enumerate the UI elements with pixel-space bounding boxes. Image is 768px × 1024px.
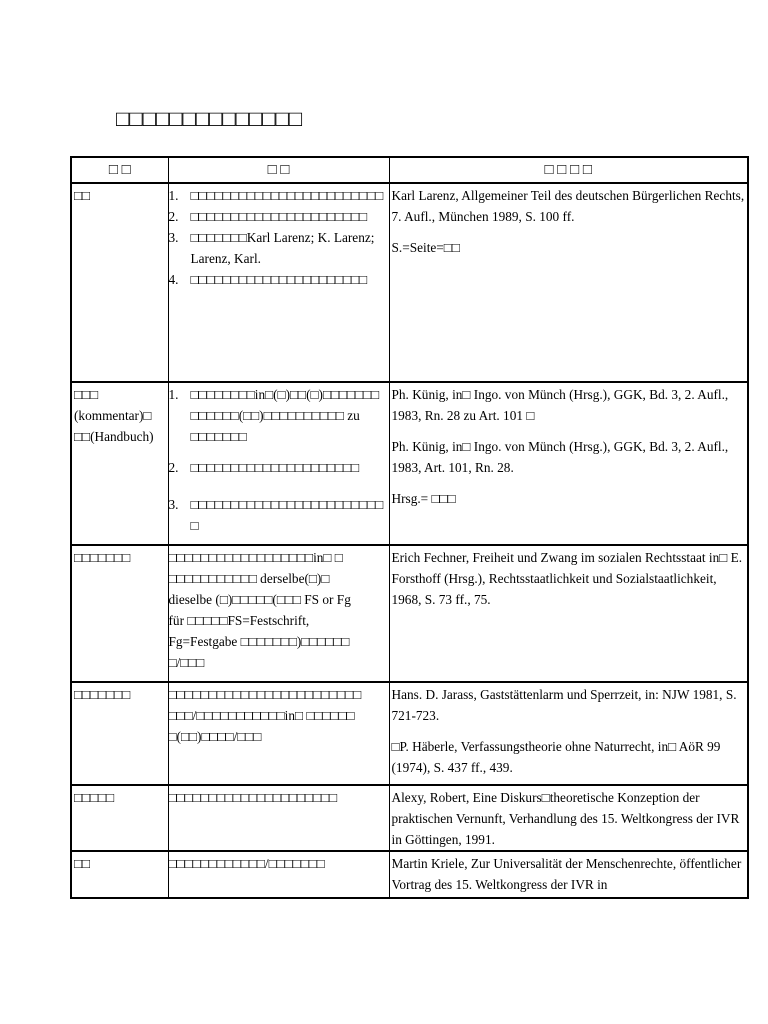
list-item: 3. □□□□□□□□□□□□□□□□□□□□□□□□□ [168, 497, 384, 533]
table-row [71, 785, 748, 851]
example-text: Ph. Künig, in□ Ingo. von Münch (Hrsg.), GGK, Bd. 3, 2. Aufl., 1983, Art. 101, Rn. 28. [391, 439, 729, 475]
row-rules-cell [168, 545, 389, 682]
rule-line: □(□□)□□□□/□□□ [168, 729, 262, 744]
row-type-cell [71, 382, 168, 545]
table-row [71, 382, 748, 545]
list-item: 1. □□□□□□□□□□□□□□□□□□□□□□□□ [168, 188, 384, 203]
citation-format-table [70, 156, 749, 899]
row-examples-cell [389, 545, 748, 682]
table-row [71, 183, 748, 382]
row-type: □□□□□□□ [74, 550, 131, 565]
rule-line: für □□□□□FS=Festschrift, [168, 613, 310, 628]
example-text: S.=Seite=□□ [391, 240, 460, 255]
rule-line: □/□□□ [168, 655, 205, 670]
header-type: □ □ [71, 157, 168, 183]
row-type: □□□□□□□ [74, 687, 131, 702]
rules-list [169, 185, 387, 290]
row-type-cell [71, 851, 168, 898]
row-type: □□□ [74, 387, 99, 402]
row-type: □□ [74, 856, 91, 871]
row-type: □□□□□ [74, 790, 115, 805]
row-examples-cell [389, 183, 748, 382]
table-header-row [71, 157, 748, 183]
document-title: □□□□□□□□□□□□□□ [116, 106, 303, 131]
row-type-cell [71, 682, 168, 785]
list-item: 1. □□□□□□□□in□(□)□□(□)□□□□□□□□□□□□□(□□)□□□□□□□□□□ zu □□□□□□□ [168, 387, 380, 444]
row-rules-cell [168, 682, 389, 785]
row-examples-cell [389, 382, 748, 545]
table-row [71, 682, 748, 785]
example-text: Hrsg.= □□□ [391, 491, 456, 506]
row-rules-cell [168, 183, 389, 382]
row-type: □□(Handbuch) [74, 429, 154, 444]
row-type-cell [71, 545, 168, 682]
example-text: Hans. D. Jarass, Gaststättenlarm und Sperrzeit, in: NJW 1981, S. 721-723. [391, 687, 737, 723]
rule-line: dieselbe (□)□□□□□(□□□ FS or Fg [168, 592, 351, 607]
table-row [71, 851, 748, 898]
row-type-cell [71, 785, 168, 851]
header-examples: □ □ □ □ [389, 157, 748, 183]
list-item: 2. □□□□□□□□□□□□□□□□□□□□□ [168, 460, 360, 475]
rule-line: □□□□□□□□□□□□□□□□□□□□□ [168, 790, 338, 805]
list-item: 2. □□□□□□□□□□□□□□□□□□□□□□ [168, 209, 368, 224]
example-text: □P. Häberle, Verfassungstheorie ohne Naturrecht, in□ AöR 99 (1974), S. 437 ff., 439. [391, 739, 721, 775]
rule-line: □□□□□□□□□□□□□□□□□□in□ □ [168, 550, 343, 565]
row-rules-cell [168, 382, 389, 545]
rules-list [169, 384, 387, 536]
list-item: 3. □□□□□□□Karl Larenz; K. Larenz; Larenz, Karl. [168, 230, 375, 266]
row-rules-cell [168, 851, 389, 898]
list-item: 4. □□□□□□□□□□□□□□□□□□□□□□ [168, 272, 368, 287]
rule-line: □□□□□□□□□□□ derselbe(□)□ [168, 571, 330, 586]
row-type-cell [71, 183, 168, 382]
rule-line: □□□□□□□□□□□□□□□□□□□□□□□□ [168, 687, 362, 702]
example-text: Ph. Künig, in□ Ingo. von Münch (Hrsg.), GGK, Bd. 3, 2. Aufl., 1983, Rn. 28 zu Art. 101 □ [391, 387, 729, 423]
row-examples-cell [389, 785, 748, 851]
example-text: Martin Kriele, Zur Universalität der Menschenrechte, öffentlicher Vortrag des 15. Weltkongress der IVR in [391, 856, 742, 892]
header-rules: □ □ [168, 157, 389, 183]
rule-line: □□□□□□□□□□□□/□□□□□□□ [168, 856, 325, 871]
row-type: (kommentar)□ [74, 408, 152, 423]
table-row [71, 545, 748, 682]
row-examples-cell [389, 851, 748, 898]
example-text: Erich Fechner, Freiheit und Zwang im sozialen Rechtsstaat in□ E. Forsthoff (Hrsg.), Rechtsstaatlichkeit und Sozialstaatlichkeit, 1968, S. 73 ff., 75. [391, 550, 743, 607]
row-examples-cell [389, 682, 748, 785]
rule-line: Fg=Festgabe □□□□□□□)□□□□□□ [168, 634, 350, 649]
rule-line: □□□/□□□□□□□□□□□in□ □□□□□□ [168, 708, 355, 723]
example-text: Alexy, Robert, Eine Diskurs□theoretische Konzeption der praktischen Vernunft, Verhandlung des 15. Weltkongress der IVR in Göttingen, 1991. [391, 790, 740, 847]
row-type: □□ [74, 188, 91, 203]
example-text: Karl Larenz, Allgemeiner Teil des deutschen Bürgerlichen Rechts, 7. Aufl., München 1989, S. 100 ff. [391, 188, 745, 224]
row-rules-cell [168, 785, 389, 851]
